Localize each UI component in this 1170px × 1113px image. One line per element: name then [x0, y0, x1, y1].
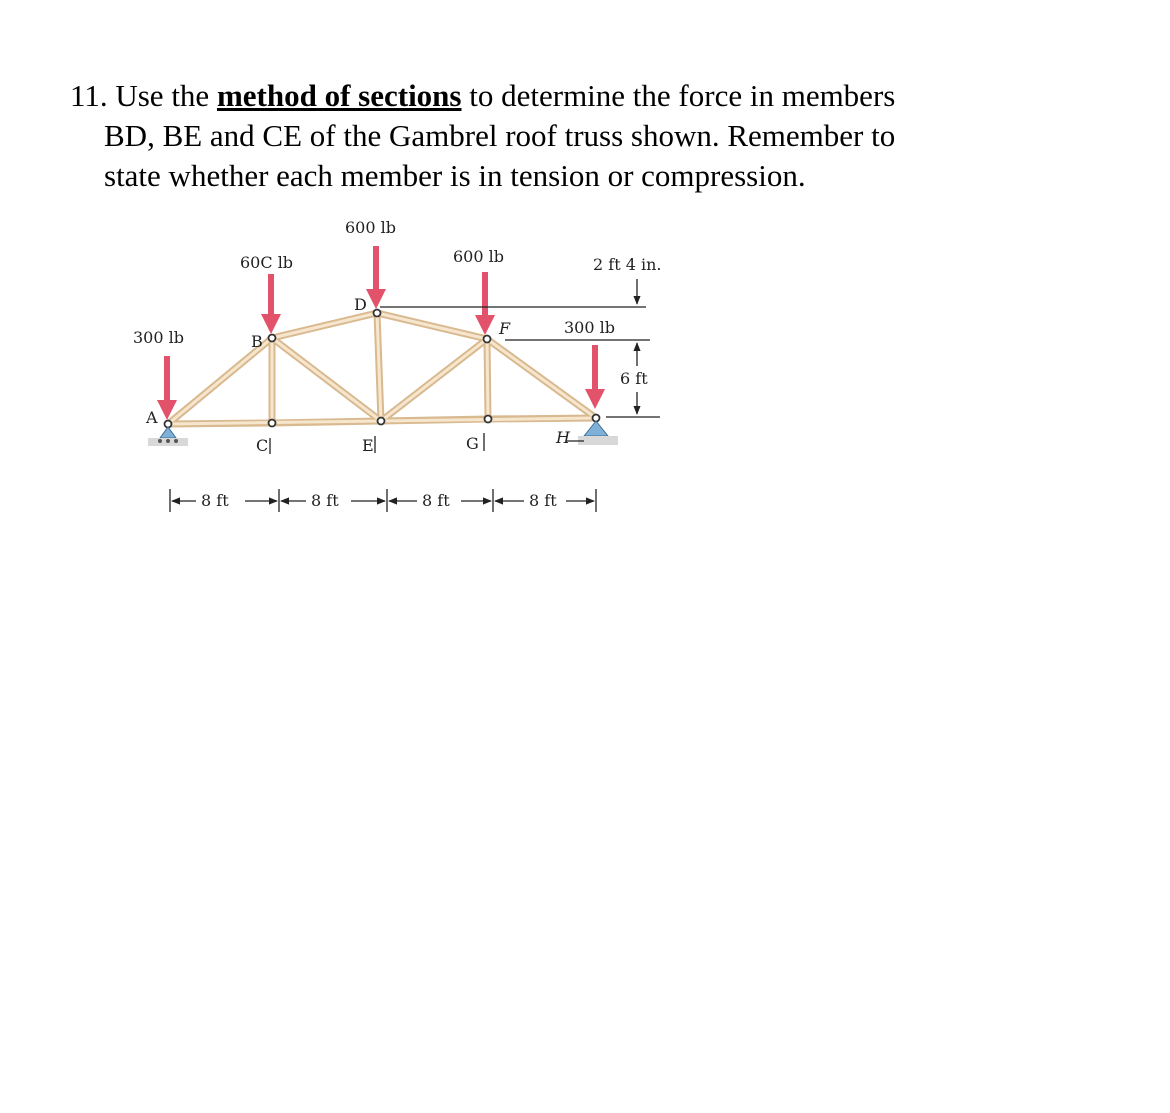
load-label-F: 600 lb — [453, 247, 504, 266]
joint-E — [378, 418, 385, 425]
problem-emphasis: method of sections — [216, 78, 462, 113]
joint-label-D: D — [354, 295, 367, 314]
load-label-D: 600 lb — [345, 218, 396, 237]
problem-number: 11. — [70, 78, 108, 113]
joint-G — [485, 416, 492, 423]
load-arrow-A — [157, 356, 177, 420]
joint-label-H: H — [556, 428, 570, 447]
joint-C — [269, 420, 276, 427]
dim-span-AC: 8 ft — [201, 491, 229, 510]
joint-label-F: F — [499, 319, 511, 338]
joint-D — [374, 310, 381, 317]
joint-label-C: C — [256, 436, 269, 455]
dim-rise-upper: 2 ft 4 in. — [593, 255, 662, 274]
support-A — [148, 427, 188, 446]
joint-F — [484, 336, 491, 343]
truss-members — [168, 313, 596, 424]
dim-height: 6 ft — [620, 369, 648, 388]
load-arrow-F — [475, 272, 495, 335]
height-dimension-lines — [380, 279, 660, 417]
problem-text-after: to determine the force in members — [469, 78, 896, 113]
dim-span-CE: 8 ft — [311, 491, 339, 510]
joint-label-B: B — [251, 332, 263, 351]
load-arrow-B — [261, 274, 281, 334]
problem-line-3: state whether each member is in tension or compression. — [104, 158, 806, 193]
dim-span-EG: 8 ft — [422, 491, 450, 510]
label-ticks — [270, 433, 584, 454]
problem-line-2: BD, BE and CE of the Gambrel roof truss shown. Remember to — [104, 118, 896, 153]
problem-text-before: Use the — [115, 78, 210, 113]
load-arrow-H — [585, 345, 605, 409]
joint-label-A: A — [146, 408, 158, 427]
joint-B — [269, 335, 276, 342]
joint-label-E: E — [362, 436, 374, 455]
joint-label-G: G — [466, 434, 479, 453]
dim-span-GH: 8 ft — [529, 491, 557, 510]
load-arrow-D — [366, 246, 386, 309]
load-label-B: 60C lb — [240, 253, 294, 272]
load-label-H: 300 lb — [564, 318, 615, 337]
load-label-A: 300 lb — [133, 328, 184, 347]
